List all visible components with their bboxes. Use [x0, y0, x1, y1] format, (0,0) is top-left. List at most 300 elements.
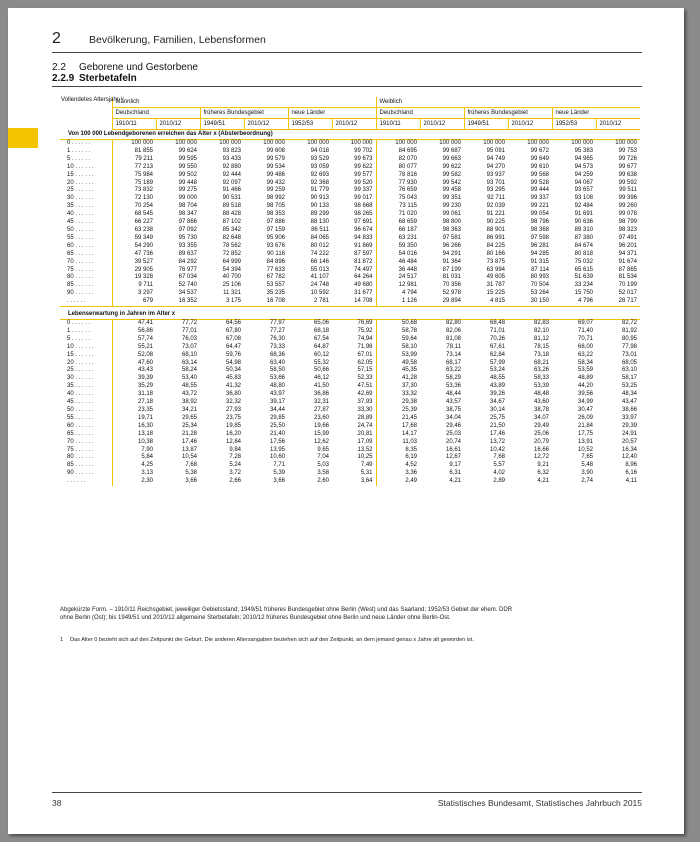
age-cell: 55 . . . . . .	[60, 235, 112, 243]
age-cell: 30 . . . . . .	[60, 195, 112, 203]
table-cell: 64,47	[225, 343, 241, 350]
table-cell: 93 937	[486, 171, 505, 178]
table-row	[60, 391, 640, 399]
table-cell: 48,44	[445, 391, 461, 398]
age-value: 20	[67, 359, 74, 366]
table-cell: 67,80	[225, 327, 241, 334]
table-cell: 99 054	[530, 211, 549, 218]
table-cell: 90 116	[267, 250, 285, 257]
age-value: 0	[67, 320, 71, 327]
table-cell: 98 668	[354, 203, 373, 210]
table-cell: 39,26	[489, 391, 505, 398]
table-cell: 71,98	[357, 343, 373, 350]
table-cell: 70 356	[442, 282, 461, 289]
table-cell: 3,64	[360, 478, 373, 485]
table-cell: 17,46	[489, 430, 505, 437]
table-cell: 99 528	[530, 179, 549, 186]
period-header: 1910/11	[112, 119, 156, 130]
age-value: 45	[67, 219, 74, 226]
table-cell: 53,39	[533, 383, 549, 390]
sex-header-female: Weiblich	[376, 97, 640, 108]
table-row	[60, 415, 640, 423]
table-row	[60, 439, 640, 447]
table-cell: 17,46	[181, 438, 197, 445]
table-cell: 59 349	[134, 234, 153, 241]
table-cell: 11,03	[376, 439, 420, 447]
table-cell: 93 676	[266, 242, 285, 249]
table-cell: 84 674	[574, 242, 593, 249]
table-cell: 3,90	[581, 470, 593, 477]
table-cell: 77,98	[621, 343, 637, 350]
table-cell: 29 894	[420, 298, 464, 306]
table-cell: 41 107	[310, 274, 329, 281]
table-row	[60, 203, 640, 211]
table-row	[60, 259, 640, 267]
table-row	[60, 298, 640, 306]
table-cell: 75 984	[134, 171, 153, 178]
table-cell: 84 225	[486, 242, 505, 249]
table-cell: 33,30	[357, 407, 373, 413]
table-cell: 64,87	[313, 343, 329, 350]
table-cell: 82,72	[621, 320, 637, 327]
age-cell: 75 . . . . . .	[60, 447, 112, 455]
table-cell: 87 114	[531, 266, 549, 273]
table-cell: 58,17	[621, 375, 637, 382]
table-cell: 34,44	[269, 407, 285, 413]
table-cell: 4,52	[376, 462, 420, 470]
period-header: 1949/51	[200, 119, 244, 130]
table-cell: 99 230	[442, 203, 461, 210]
age-cell: 60 . . . . . .	[60, 423, 112, 431]
table-cell: 94 833	[354, 234, 373, 241]
age-value: 15	[67, 351, 74, 358]
table-cell: 72 852	[222, 250, 241, 257]
age-value: 35	[67, 203, 74, 210]
table-cell: 13,18	[137, 430, 153, 437]
age-cell: 60 . . . . . .	[60, 243, 112, 251]
table-cell: 75 189	[134, 179, 153, 186]
table-cell: 100 000	[131, 140, 153, 146]
table-cell: 68,36	[269, 351, 285, 358]
table-cell: 98 323	[618, 226, 637, 233]
table-cell: 92 880	[222, 163, 241, 170]
table-cell: 34 537	[178, 290, 197, 297]
table-cell: 65 615	[574, 266, 593, 273]
table-cell: 21,84	[577, 422, 593, 429]
period-header: 2010/12	[332, 119, 376, 130]
table-cell: 66 187	[376, 227, 420, 235]
table-cell: 4,11	[625, 478, 637, 485]
table-cell: 25,39	[376, 407, 420, 415]
age-value: 65	[67, 250, 74, 257]
table-cell: 16,61	[445, 446, 461, 453]
table-cell: 34,99	[577, 399, 593, 406]
table-cell: 82 070	[376, 156, 420, 164]
period-header: 2010/12	[420, 119, 464, 130]
table-cell: 92 097	[222, 179, 241, 186]
table-cell: 15 225	[486, 290, 505, 297]
table-cell: 14,17	[376, 431, 420, 439]
table-cell: 99 259	[266, 187, 285, 194]
table-cell: 99 622	[354, 163, 373, 170]
table-cell: 67 782	[266, 274, 285, 281]
table-cell: 70,26	[489, 335, 505, 342]
table-row	[60, 344, 640, 352]
table-cell: 95 906	[266, 234, 285, 241]
region-header: neue Länder	[288, 108, 376, 119]
table-cell: 40 700	[222, 274, 241, 281]
table-cell: 7,65	[581, 454, 593, 461]
table-cell: 98 265	[354, 211, 373, 218]
table-cell: 94 285	[530, 250, 549, 257]
table-cell: 97 491	[618, 234, 637, 241]
table-cell: 8,35	[376, 447, 420, 455]
table-cell: 97 159	[266, 226, 285, 233]
chapter-tab-marker	[8, 128, 38, 148]
table-cell: 24,74	[357, 422, 373, 429]
table-cell: 27,87	[313, 407, 329, 413]
age-value: 85	[67, 462, 74, 469]
table-cell: 98 363	[442, 226, 461, 233]
table-cell: 68,48	[489, 320, 505, 327]
table-cell: 16,66	[533, 446, 549, 453]
table-cell: 92 039	[486, 203, 505, 210]
age-value: 80	[67, 454, 74, 461]
age-cell: 35 . . . . . .	[60, 203, 112, 211]
table-cell: 91 315	[530, 258, 549, 265]
table-cell: 34,21	[181, 407, 197, 413]
table-cell: 89 637	[178, 250, 197, 257]
age-cell: 80 . . . . . .	[60, 274, 112, 282]
table-cell: 5,31	[360, 470, 373, 477]
table-cell: 75,92	[357, 327, 373, 334]
table-cell: 29,39	[621, 422, 637, 429]
table-cell: 71 020	[376, 211, 420, 219]
table-cell: 43,43	[137, 367, 153, 374]
table-cell: 82,80	[445, 320, 461, 327]
age-value: 35	[67, 383, 74, 390]
table-cell: 48,80	[269, 383, 285, 390]
table-cell: 55,32	[313, 359, 329, 366]
table-cell: 76,03	[181, 335, 197, 342]
table-cell: 75 032	[574, 258, 593, 265]
age-cell: 1 . . . . . .	[60, 148, 112, 156]
table-cell: 4,02	[493, 470, 505, 477]
table-cell: 28 717	[596, 298, 640, 306]
table-cell: 59,76	[225, 351, 241, 358]
period-header: 1952/53	[552, 119, 596, 130]
table-cell: 99 486	[266, 171, 285, 178]
table-cell: 5,24	[229, 462, 241, 469]
table-cell: 92 368	[310, 179, 329, 186]
table-cell: 75 043	[376, 195, 420, 203]
table-cell: 80 012	[310, 242, 329, 249]
page-number: 38	[52, 798, 62, 808]
table-cell: 76,30	[269, 335, 285, 342]
table-cell: 99 624	[178, 147, 197, 154]
table-cell: 81 855	[134, 147, 153, 154]
table-cell: 88 428	[222, 211, 241, 218]
table-cell: 94 573	[574, 163, 593, 170]
table-cell: 99 577	[354, 171, 373, 178]
table-cell: 99 000	[178, 195, 197, 202]
table-cell: 10,54	[181, 454, 197, 461]
table-row	[60, 219, 640, 227]
table-cell: 28,89	[357, 414, 373, 421]
table-cell: 99 663	[442, 155, 461, 162]
table-cell: 4,21	[449, 478, 461, 485]
table-cell: 99 260	[618, 203, 637, 210]
table-cell: 34,67	[489, 399, 505, 406]
table-cell: 76,69	[357, 320, 373, 327]
table-cell: 6,32	[537, 470, 549, 477]
table-cell: 99 534	[266, 163, 285, 170]
table-cell: 41,32	[225, 383, 241, 390]
table-cell: 99 568	[530, 171, 549, 178]
table-cell: 25,50	[269, 422, 285, 429]
table-cell: 100 000	[376, 140, 420, 148]
age-cell: 25 . . . . . .	[60, 187, 112, 195]
table-cell: 78 816	[376, 172, 420, 180]
table-cell: 29,65	[181, 414, 197, 421]
table-cell: 16,20	[225, 430, 241, 437]
table-row	[60, 235, 640, 243]
table-cell: 35,29	[137, 383, 153, 390]
table-cell: 13,72	[489, 438, 505, 445]
age-value: 60	[67, 422, 74, 429]
table-row	[60, 367, 640, 375]
table-cell: 48,89	[577, 375, 593, 382]
table-cell: 16,30	[137, 422, 153, 429]
table-cell: 23,60	[313, 414, 329, 421]
table-cell: 57,99	[489, 359, 505, 366]
table-row	[60, 227, 640, 235]
table-cell: 63 238	[134, 226, 153, 233]
table-cell: 24,91	[621, 430, 637, 437]
table-cell: 77,01	[181, 327, 197, 334]
table-cell: 20,81	[357, 430, 373, 437]
footer-rule	[52, 792, 642, 793]
table-cell: 59,64	[376, 336, 420, 344]
age-value: 25	[67, 367, 74, 374]
table-cell: 82,06	[445, 327, 461, 334]
table-cell: 27,18	[137, 399, 153, 406]
table-cell: 49,58	[376, 360, 420, 368]
region-header: Deutschland	[112, 108, 200, 119]
table-cell: 99 432	[266, 179, 285, 186]
table-cell: 77 633	[266, 266, 285, 273]
table-cell: 3 175	[200, 298, 244, 306]
table-row	[60, 274, 640, 282]
table-cell: 98 705	[266, 203, 285, 210]
table-cell: 56,86	[137, 327, 153, 334]
table-cell: 64 999	[222, 258, 241, 265]
table-cell: 99 511	[619, 187, 637, 194]
table-cell: 84 065	[310, 234, 329, 241]
table-cell: 35 235	[266, 290, 285, 297]
table-cell: 5,38	[185, 470, 197, 477]
table-cell: 80 077	[376, 164, 420, 172]
table-row	[60, 195, 640, 203]
age-value: 45	[67, 399, 74, 406]
table-cell: 4,25	[141, 462, 153, 469]
table-cell: 99 702	[354, 147, 373, 154]
table-cell: 43,60	[533, 399, 549, 406]
table-cell: 96 266	[442, 242, 461, 249]
table-cell: 43,47	[621, 399, 637, 406]
table-cell: 47,41	[137, 320, 153, 327]
table-cell: 97 092	[178, 226, 197, 233]
table-cell: 4 815	[464, 298, 508, 306]
age-column-header: Vollendetes Altersjahr ¹⁾	[60, 97, 112, 130]
table-cell: 99 622	[442, 163, 461, 170]
age-cell: . . . . . .	[60, 478, 112, 486]
table-cell: 77 930	[376, 180, 420, 188]
table-cell: 5,57	[493, 462, 505, 469]
table-cell: 50,68	[376, 320, 420, 328]
table-cell: 63 231	[376, 235, 420, 243]
table-cell: 99 649	[530, 155, 549, 162]
table-cell: 12,62	[313, 438, 329, 445]
table-cell: 21,40	[269, 430, 285, 437]
table-cell: 9,21	[537, 462, 549, 469]
table-cell: 4 796	[552, 298, 596, 306]
table-cell: 92 711	[487, 195, 505, 202]
table-cell: 6,16	[625, 470, 637, 477]
age-value: 90	[67, 470, 74, 477]
table-cell: 46 484	[376, 259, 420, 267]
table-cell: 100 000	[439, 140, 461, 146]
table-cell: 34,07	[533, 414, 549, 421]
table-cell: 95 383	[574, 147, 593, 154]
table-cell: 44,20	[577, 383, 593, 390]
age-value: 55	[67, 234, 74, 241]
table-cell: 81,12	[533, 335, 549, 342]
table-cell: 93 295	[486, 187, 505, 194]
table-row	[60, 352, 640, 360]
table-cell: 6,31	[449, 470, 461, 477]
table-cell: 90 913	[310, 195, 329, 202]
table-cell: 94 965	[574, 155, 593, 162]
table-cell: 53 264	[530, 290, 549, 297]
table-cell: 32,32	[225, 399, 241, 406]
subsection-rule	[52, 86, 642, 87]
table-cell: 2,89	[493, 478, 505, 485]
table-cell: 98 800	[442, 219, 461, 226]
table-cell: 58,78	[376, 328, 420, 336]
table-cell: 47,51	[357, 383, 373, 390]
table-cell: 53,36	[445, 383, 461, 390]
table-cell: 30,14	[489, 407, 505, 413]
table-row	[60, 290, 640, 298]
table-cell: 70 504	[530, 282, 549, 289]
table-row	[60, 180, 640, 188]
table-cell: 68 545	[134, 211, 153, 218]
table-cell: 47 736	[134, 250, 153, 257]
table-cell: 73 875	[486, 258, 505, 265]
table-row	[60, 267, 640, 275]
table-cell: 58,33	[533, 375, 549, 382]
table-cell: 87 865	[618, 266, 637, 273]
table-cell: 99 610	[530, 163, 549, 170]
table-cell: 2,30	[141, 478, 153, 485]
table-cell: 2,74	[581, 478, 593, 485]
table-cell: 100 000	[219, 140, 241, 146]
table-cell: 70 254	[134, 203, 153, 210]
table-cell: 11 321	[223, 290, 241, 297]
life-table	[60, 97, 640, 486]
table-cell: 43,72	[181, 391, 197, 398]
table-cell: 57,15	[357, 367, 373, 374]
table-row	[60, 360, 640, 368]
table-cell: 54 394	[222, 266, 241, 273]
age-value: 5	[67, 335, 71, 342]
table-cell: 67,54	[313, 335, 329, 342]
table-cell: 91 674	[618, 258, 637, 265]
table-cell: 41,28	[376, 375, 420, 383]
table-cell: 45,83	[225, 375, 241, 382]
table-cell: 36,86	[313, 391, 329, 398]
table-cell: 99 579	[266, 155, 285, 162]
table-cell: 91 364	[442, 258, 461, 265]
table-cell: 90 636	[574, 219, 593, 226]
table-cell: 10 592	[310, 290, 329, 297]
age-value: 30	[67, 375, 74, 382]
table-cell: 94 749	[486, 155, 505, 162]
table-cell: 86 511	[311, 226, 329, 233]
table-cell: 27,93	[225, 407, 241, 413]
publication-source: Statistisches Bundesamt, Statistisches Jahrbuch 2015	[437, 798, 642, 808]
section-title-life-expectancy: Lebenserwartung in Jahren im Alter x	[60, 310, 640, 320]
age-value: 15	[67, 171, 74, 178]
table-cell: 99 337	[530, 195, 549, 202]
table-cell: 53,24	[489, 367, 505, 374]
table-cell: 7,90	[141, 446, 153, 453]
table-cell: 94 371	[618, 250, 637, 257]
table-cell: 78 562	[222, 242, 241, 249]
table-cell: 5,03	[317, 462, 329, 469]
table-cell: 76 977	[178, 266, 197, 273]
age-cell: 20 . . . . . .	[60, 180, 112, 188]
table-cell: 5,48	[581, 462, 593, 469]
table-cell: 19,85	[225, 422, 241, 429]
table-cell: 52 740	[178, 282, 197, 289]
table-cell: 68 659	[376, 219, 420, 227]
table-cell: 7,68	[493, 454, 505, 461]
section-title: Geborene und Gestorbene	[79, 62, 198, 73]
table-cell: 58,50	[269, 367, 285, 374]
table-cell: 21,28	[181, 430, 197, 437]
region-header: Deutschland	[376, 108, 464, 119]
table-cell: 66 146	[310, 258, 329, 265]
age-value: 20	[67, 179, 74, 186]
chapter-title: Bevölkerung, Familien, Lebensformen	[89, 34, 266, 46]
age-cell: 70 . . . . . .	[60, 439, 112, 447]
table-cell: 10,38	[137, 438, 153, 445]
age-cell: 50 . . . . . .	[60, 407, 112, 415]
table-row	[60, 156, 640, 164]
age-cell: 25 . . . . . .	[60, 367, 112, 375]
age-cell: 45 . . . . . .	[60, 399, 112, 407]
table-cell: 67,01	[357, 351, 373, 358]
table-cell: 58,34	[577, 359, 593, 366]
table-cell: 73 115	[376, 203, 420, 211]
table-cell: 9 711	[138, 282, 153, 289]
table-cell: 99 221	[530, 203, 549, 210]
age-cell: 20 . . . . . .	[60, 360, 112, 368]
section-number: 2.2	[52, 62, 66, 73]
table-cell: 33,97	[621, 414, 637, 421]
